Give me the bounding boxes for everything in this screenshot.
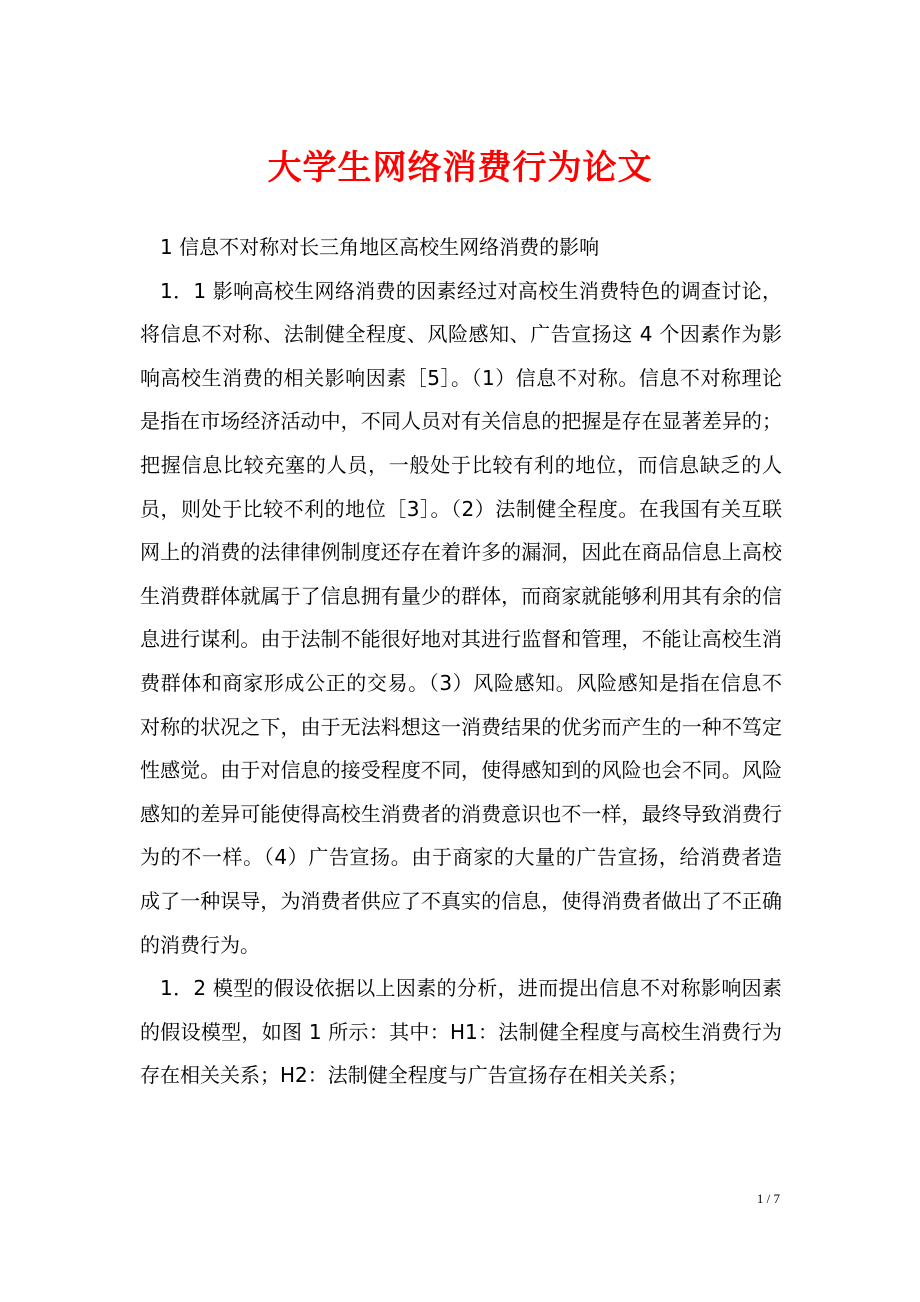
body-paragraph: 1．1 影响高校生网络消费的因素经过对高校生消费特色的调查讨论，将信息不对称、法制健全程度、风险感知、广告宣扬这 4 个因素作为影响高校生消费的相关影响因素［5］。（1）信息不对称。信息不对称理论是指在市场经济活动中，不同人员对有关信息的把握是存在显著差异的；把握信息比较充塞的人员，一般处于比较有利的地位，而信息缺乏的人员，则处于比较不利的地位［3］。（2）法制健全程度。在我国有关互联网上的消费的法律律例制度还存在着许多的漏洞，因此在商品信息上高校生消费群体就属于了信息拥有量少的群体，而商家就能够利用其有余的信息进行谋利。由于法制不能很好地对其进行监督和管理，不能让高校生消费群体和商家形成公正的交易。（3）风险感知。风险感知是指在信息不对称的状况之下，由于无法料想这一消费结果的优劣而产生的一种不笃定性感觉。由于对信息的接受程度不同，使得感知到的风险也会不同。风险感知的差异可能使得高校生消费者的消费意识也不一样，最终导致消费行为的不一样。（4）广告宣扬。由于商家的大量的广告宣扬，给消费者造成了一种误导，为消费者供应了不真实的信息，使得消费者做出了不正确的消费行为。 xyxy=(140,278,782,957)
page-number: 1 / 7 xyxy=(756,1191,780,1206)
body-paragraph: 1．2 模型的假设依据以上因素的分析，进而提出信息不对称影响因素的假设模型，如图 1 所示：其中：H1：法制健全程度与高校生消费行为存在相关关系；H2：法制健全程度与广告宣扬存在相关关系； xyxy=(140,976,782,1088)
document-title: 大学生网络消费行为论文 xyxy=(267,148,653,188)
document-body xyxy=(140,226,782,1098)
section-heading: 1 信息不对称对长三角地区高校生网络消费的影响 xyxy=(160,235,600,259)
